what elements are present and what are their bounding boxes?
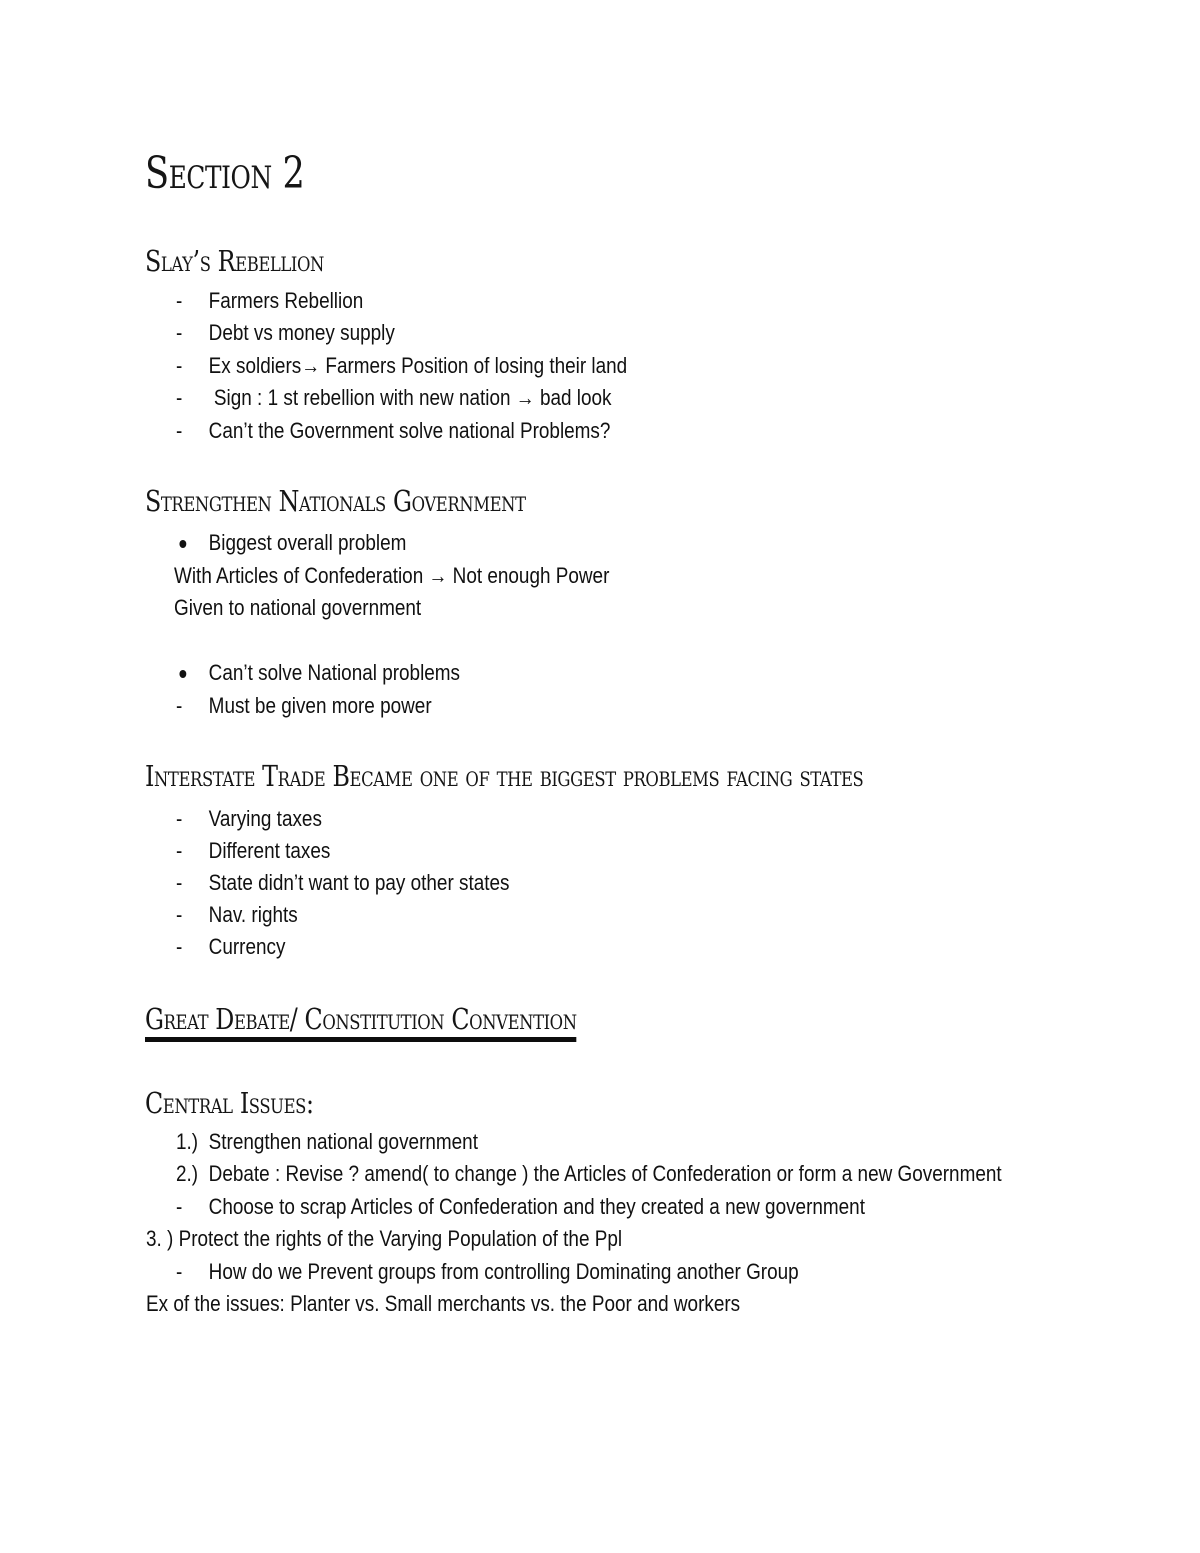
list-item: - Choose to scrap Articles of Confederation and they created a new government (176, 1192, 865, 1222)
dash-marker: - (176, 320, 183, 345)
list-item: - Farmers Rebellion (176, 286, 363, 316)
dash-marker: - (176, 418, 183, 443)
section-heading-central-issues: Central Issues: (145, 1086, 314, 1120)
dash-marker: - (176, 838, 183, 863)
list-item: - Can’t the Government solve national Problems? (176, 416, 610, 446)
section-heading-strengthen-government: Strengthen Nationals Government (145, 484, 526, 518)
list-item: - Must be given more power (176, 691, 432, 721)
bullet-icon (179, 670, 186, 678)
bullet-icon (179, 540, 186, 548)
page-title: Section 2 (145, 148, 305, 199)
dash-marker: - (176, 1259, 183, 1284)
list-item: - How do we Prevent groups from controlling Dominating another Group (176, 1257, 799, 1287)
bullet-item: Biggest overall problem (176, 528, 406, 558)
dash-marker: - (176, 934, 183, 959)
body-text: With Articles of Confederation → Not enough Power (174, 563, 610, 588)
numbered-item: 1.) Strengthen national government (176, 1129, 478, 1154)
list-item: - Nav. rights (176, 900, 298, 930)
section-heading-interstate-trade: Interstate Trade Became one of the biggest problems facing states (145, 759, 864, 793)
dash-marker: - (176, 806, 183, 831)
body-text: Ex of the issues: Planter vs. Small merchants vs. the Poor and workers (146, 1291, 741, 1316)
dash-marker: - (176, 870, 183, 895)
list-item: - Ex soldiers→ Farmers Position of losing their land (176, 351, 627, 381)
list-item: - Different taxes (176, 836, 330, 866)
list-item: - State didn’t want to pay other states (176, 868, 509, 898)
section-heading-great-debate: Great Debate/ Constitution Convention (145, 1002, 577, 1042)
list-item: - Varying taxes (176, 804, 322, 834)
numbered-item: 3. ) Protect the rights of the Varying Population of the Ppl (146, 1226, 623, 1251)
list-item: - Currency (176, 932, 285, 962)
dash-marker: - (176, 288, 183, 313)
dash-marker: - (176, 353, 183, 378)
dash-marker: - (176, 1194, 183, 1219)
dash-marker: - (176, 385, 183, 410)
dash-marker: - (176, 693, 183, 718)
body-text: Given to national government (174, 595, 422, 620)
list-item: - Sign : 1 st rebellion with new nation → bad look (176, 383, 611, 413)
bullet-item: Can’t solve National problems (176, 658, 460, 688)
list-item: - Debt vs money supply (176, 318, 395, 348)
section-heading-slays-rebellion: Slay’s Rebellion (145, 244, 324, 278)
dash-marker: - (176, 902, 183, 927)
numbered-item: 2.) Debate : Revise ? amend( to change ) the Articles of Confederation or form a new Government (176, 1161, 1002, 1186)
